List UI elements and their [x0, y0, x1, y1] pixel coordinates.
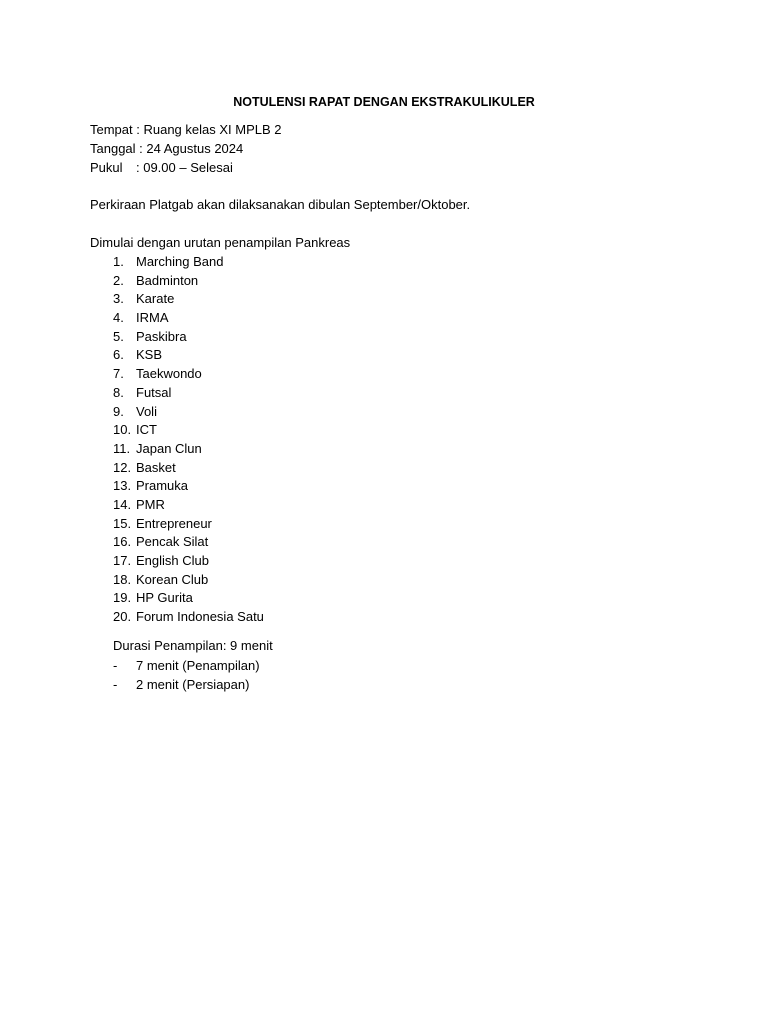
- list-item: [113, 533, 264, 552]
- list-item: [113, 346, 264, 365]
- list-item-label: ICT: [136, 422, 157, 438]
- list-item-label: PMR: [136, 496, 165, 512]
- info-tanggal: Tanggal : 24 Agustus 2024: [90, 141, 244, 156]
- list-item: [113, 403, 264, 422]
- list-item-number: 15.: [113, 515, 132, 531]
- list-item-number: 12.: [113, 459, 132, 475]
- info-pukul-label: Pukul: [90, 160, 123, 175]
- dash-bullet: -: [113, 677, 118, 692]
- list-item: [113, 571, 264, 590]
- list-item-number: 20.: [113, 609, 132, 625]
- list-item-label: Japan Clun: [136, 440, 202, 456]
- list-item-label: English Club: [136, 553, 209, 568]
- list-item: [113, 440, 264, 459]
- list-item-number: 10.: [113, 422, 132, 438]
- list-item: [113, 515, 264, 534]
- list-item-label: Marching Band: [136, 254, 224, 269]
- list-item-label: Voli: [136, 403, 157, 419]
- durasi-item-label: 7 menit (Penampilan): [136, 658, 260, 673]
- document-title: NOTULENSI RAPAT DENGAN EKSTRAKULIKULER: [233, 95, 535, 109]
- list-item-number: 4.: [113, 310, 124, 326]
- list-item-label: KSB: [136, 347, 163, 363]
- list-item-label: IRMA: [136, 310, 169, 326]
- list-item-number: 11.: [113, 440, 131, 456]
- list-item-label: HP Gurita: [136, 590, 193, 606]
- list-item-number: 8.: [113, 384, 124, 400]
- info-tempat: Tempat : Ruang kelas XI MPLB 2: [90, 122, 282, 137]
- list-item-label: Pencak Silat: [136, 534, 209, 550]
- list-item-number: 14.: [113, 496, 132, 512]
- list-item-label: Pramuka: [136, 478, 189, 494]
- list-item: [113, 290, 264, 309]
- durasi-text: Durasi Penampilan: 9 menit: [113, 638, 273, 653]
- list-item: [113, 608, 264, 627]
- list-item-number: 9.: [113, 403, 124, 419]
- info-pukul-value: : 09.00 – Selesai: [136, 160, 233, 175]
- list-item: [113, 496, 264, 515]
- durasi-list: [113, 656, 260, 694]
- ekskul-list: [113, 253, 264, 627]
- list-item: [113, 421, 264, 440]
- list-item-label: Futsal: [136, 384, 172, 400]
- list-item-number: 19.: [113, 590, 132, 606]
- list-item: [113, 589, 264, 608]
- list-item-number: 2.: [113, 272, 124, 288]
- list-item-label: Taekwondo: [136, 366, 202, 382]
- list-item-label: Badminton: [136, 272, 199, 288]
- list-item: [113, 656, 260, 675]
- list-item-number: 13.: [113, 478, 132, 494]
- list-item: [113, 272, 264, 291]
- dash-bullet: -: [113, 658, 118, 673]
- intro-text: Dimulai dengan urutan penampilan Pankreas: [90, 235, 351, 250]
- list-item-label: Forum Indonesia Satu: [136, 609, 264, 625]
- list-item-label: Basket: [136, 459, 176, 475]
- durasi-item-label: 2 menit (Persiapan): [136, 677, 250, 692]
- list-item-number: 3.: [113, 291, 124, 307]
- list-item-label: Karate: [136, 291, 175, 307]
- list-item: [113, 328, 264, 347]
- list-item-number: 1.: [113, 254, 124, 269]
- list-item: [113, 253, 264, 272]
- list-item-number: 7.: [113, 366, 124, 382]
- list-item: [113, 384, 264, 403]
- list-item: [113, 459, 264, 478]
- list-item-number: 5.: [113, 328, 124, 344]
- list-item-label: Entrepreneur: [136, 515, 212, 531]
- list-item-label: Korean Club: [136, 571, 209, 587]
- list-item: [113, 675, 260, 694]
- list-item: [113, 309, 264, 328]
- list-item-label: Paskibra: [136, 328, 187, 344]
- perkiraan-text: Perkiraan Platgab akan dilaksanakan dibulan September/Oktober.: [90, 197, 471, 212]
- list-item: [113, 477, 264, 496]
- list-item: [113, 365, 264, 384]
- list-item-number: 18.: [113, 571, 132, 587]
- list-item: [113, 552, 264, 571]
- info-pukul: [90, 159, 233, 177]
- list-item-number: 16.: [113, 534, 132, 550]
- list-item-number: 6.: [113, 347, 124, 363]
- list-item-number: 17.: [113, 553, 132, 568]
